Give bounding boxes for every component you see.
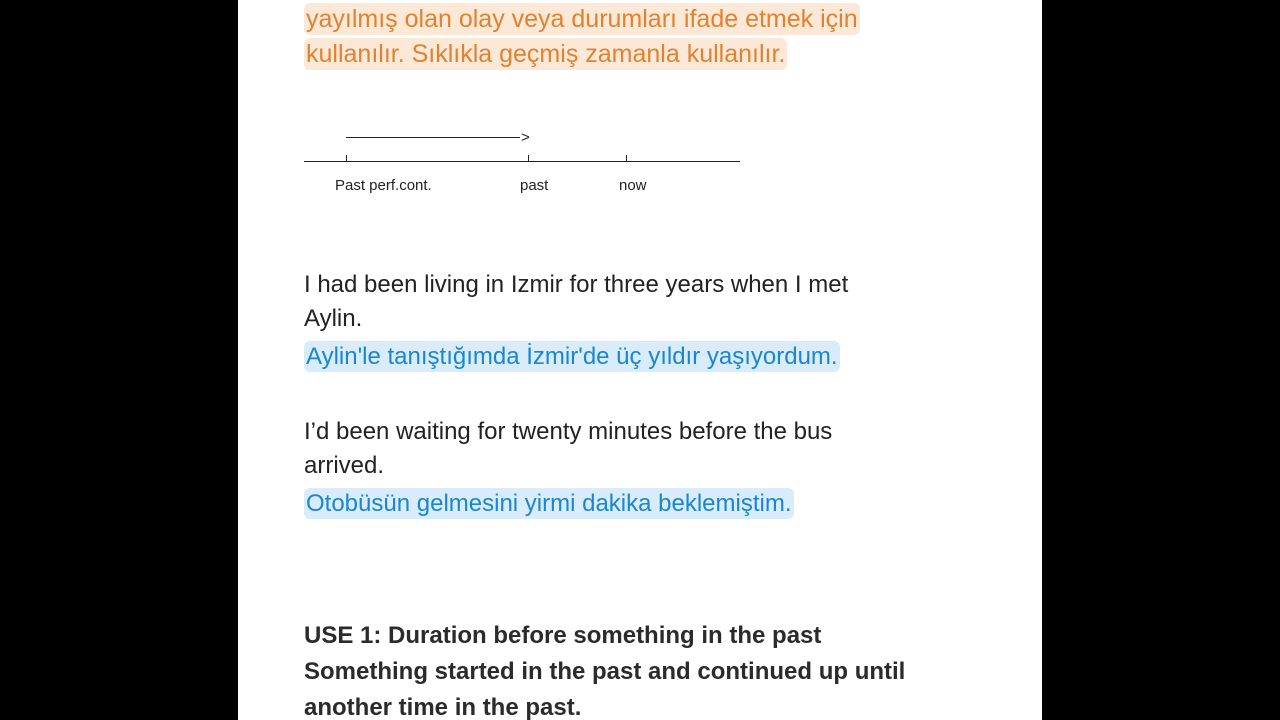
use1-title: USE 1: Duration before something in the past xyxy=(304,622,822,649)
label-past-perf-cont: Past perf.cont. xyxy=(335,177,432,194)
timeline-duration-arrow xyxy=(346,129,530,146)
intro-highlighted-text xyxy=(304,2,884,72)
label-now: now xyxy=(619,177,647,194)
document-page xyxy=(238,0,1042,720)
tick-past-perf-cont xyxy=(346,155,347,162)
example-1-turkish-text: Aylin'le tanıştığımda İzmir'de üç yıldır yaşıyordum. xyxy=(306,343,838,370)
example-2-turkish xyxy=(304,487,794,521)
label-past: past xyxy=(520,177,549,194)
example-2-turkish-text: Otobüsün gelmesini yirmi dakika beklemiştim. xyxy=(306,490,792,517)
tick-now xyxy=(626,155,627,162)
tick-past xyxy=(528,155,529,162)
example-1-turkish xyxy=(304,340,840,374)
arrow-head: > xyxy=(521,129,530,146)
use1-heading xyxy=(304,618,924,720)
timeline-diagram xyxy=(304,126,764,196)
timeline-axis xyxy=(304,161,740,162)
use1-description: Something started in the past and continued up until another time in the past. xyxy=(304,658,906,720)
duration-bar xyxy=(346,137,520,138)
example-2-english: I’d been waiting for twenty minutes before the bus arrived. xyxy=(304,418,833,479)
example-1-english: I had been living in Izmir for three years when I met Aylin. xyxy=(304,271,849,332)
intro-line-2: kullanılır. Sıklıkla geçmiş zamanla kullanılır. xyxy=(306,40,786,68)
intro-line-1: yayılmış olan olay veya durumları ifade etmek için xyxy=(306,5,858,33)
